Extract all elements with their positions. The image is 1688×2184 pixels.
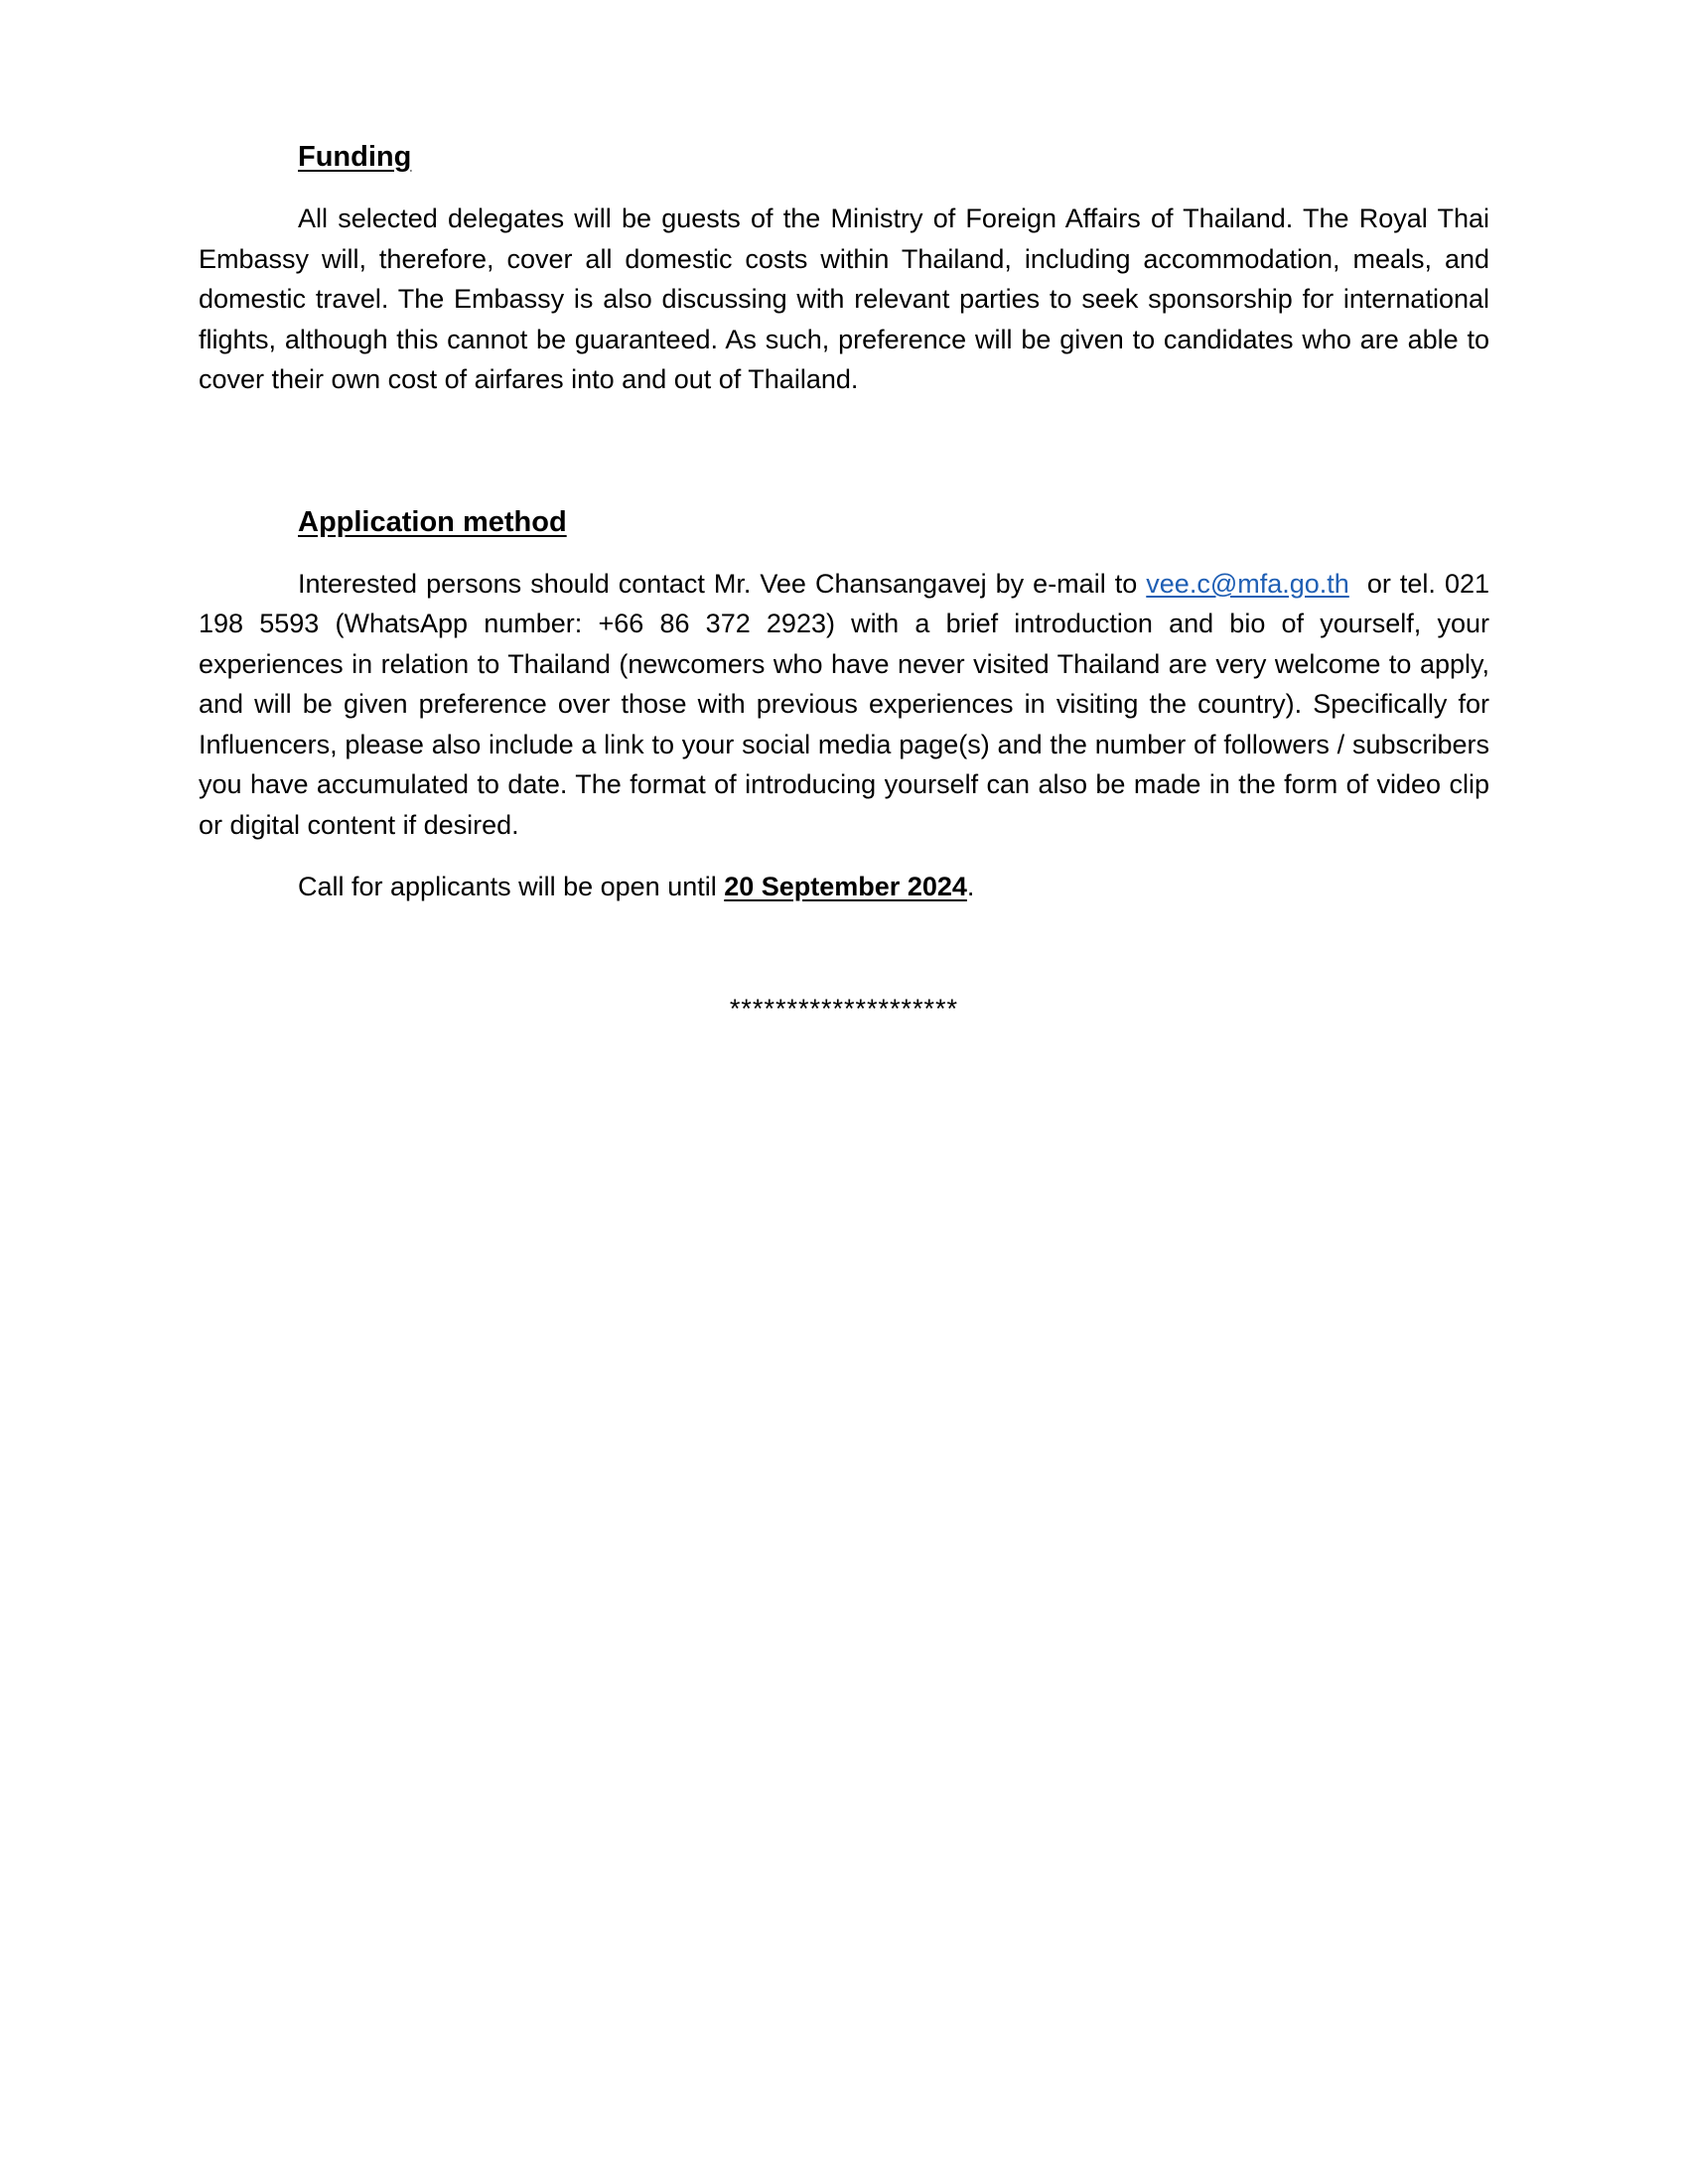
funding-section — [199, 137, 1489, 400]
funding-heading: Funding — [298, 141, 412, 173]
deadline-date: 20 September 2024 — [724, 872, 967, 901]
funding-paragraph: All selected delegates will be guests of the Ministry of Foreign Affairs of Thailand. The Royal Thai Embassy will, therefore, cover all domestic costs within Thailand, including accommodation, meals, and domestic travel. The Embassy is also discussing with relevant parties to seek sponsorship for international flights, although this cannot be guaranteed. As such, preference will be given to candidates who are able to cover their own cost of airfares into and out of Thailand. — [199, 204, 1489, 394]
deadline-suffix: . — [966, 872, 975, 901]
section-spacer — [199, 400, 1489, 502]
application-text-intro: Interested persons should contact Mr. Vee Chansangavej by e-mail to — [298, 568, 1147, 599]
application-section — [199, 502, 1497, 907]
deadline-prefix: Call for applicants will be open until — [298, 872, 725, 901]
document-page — [199, 137, 1497, 2083]
asterisk-separator: ******************** — [729, 993, 959, 1024]
application-paragraph — [199, 564, 1497, 846]
application-heading: Application method — [298, 505, 567, 538]
email-link[interactable]: vee.c@mfa.go.th — [1146, 568, 1349, 599]
deadline-paragraph — [199, 867, 1489, 907]
application-text-details: or tel. 021 198 5593 (WhatsApp number: +66 86 372 2923) with a brief introduction and bio of yourself, your experiences in relation to Thailand (newcomers who have never visited Thailand are very welcome to apply, and will be given preference over those with previous experiences in visiting the country). Specifically for Influencers, please also include a link to your social media page(s) and the number of followers / subscribers you have accumulated to date. The format of introducing yourself can also be made in the form of video clip or digital content if desired. — [199, 568, 1497, 840]
